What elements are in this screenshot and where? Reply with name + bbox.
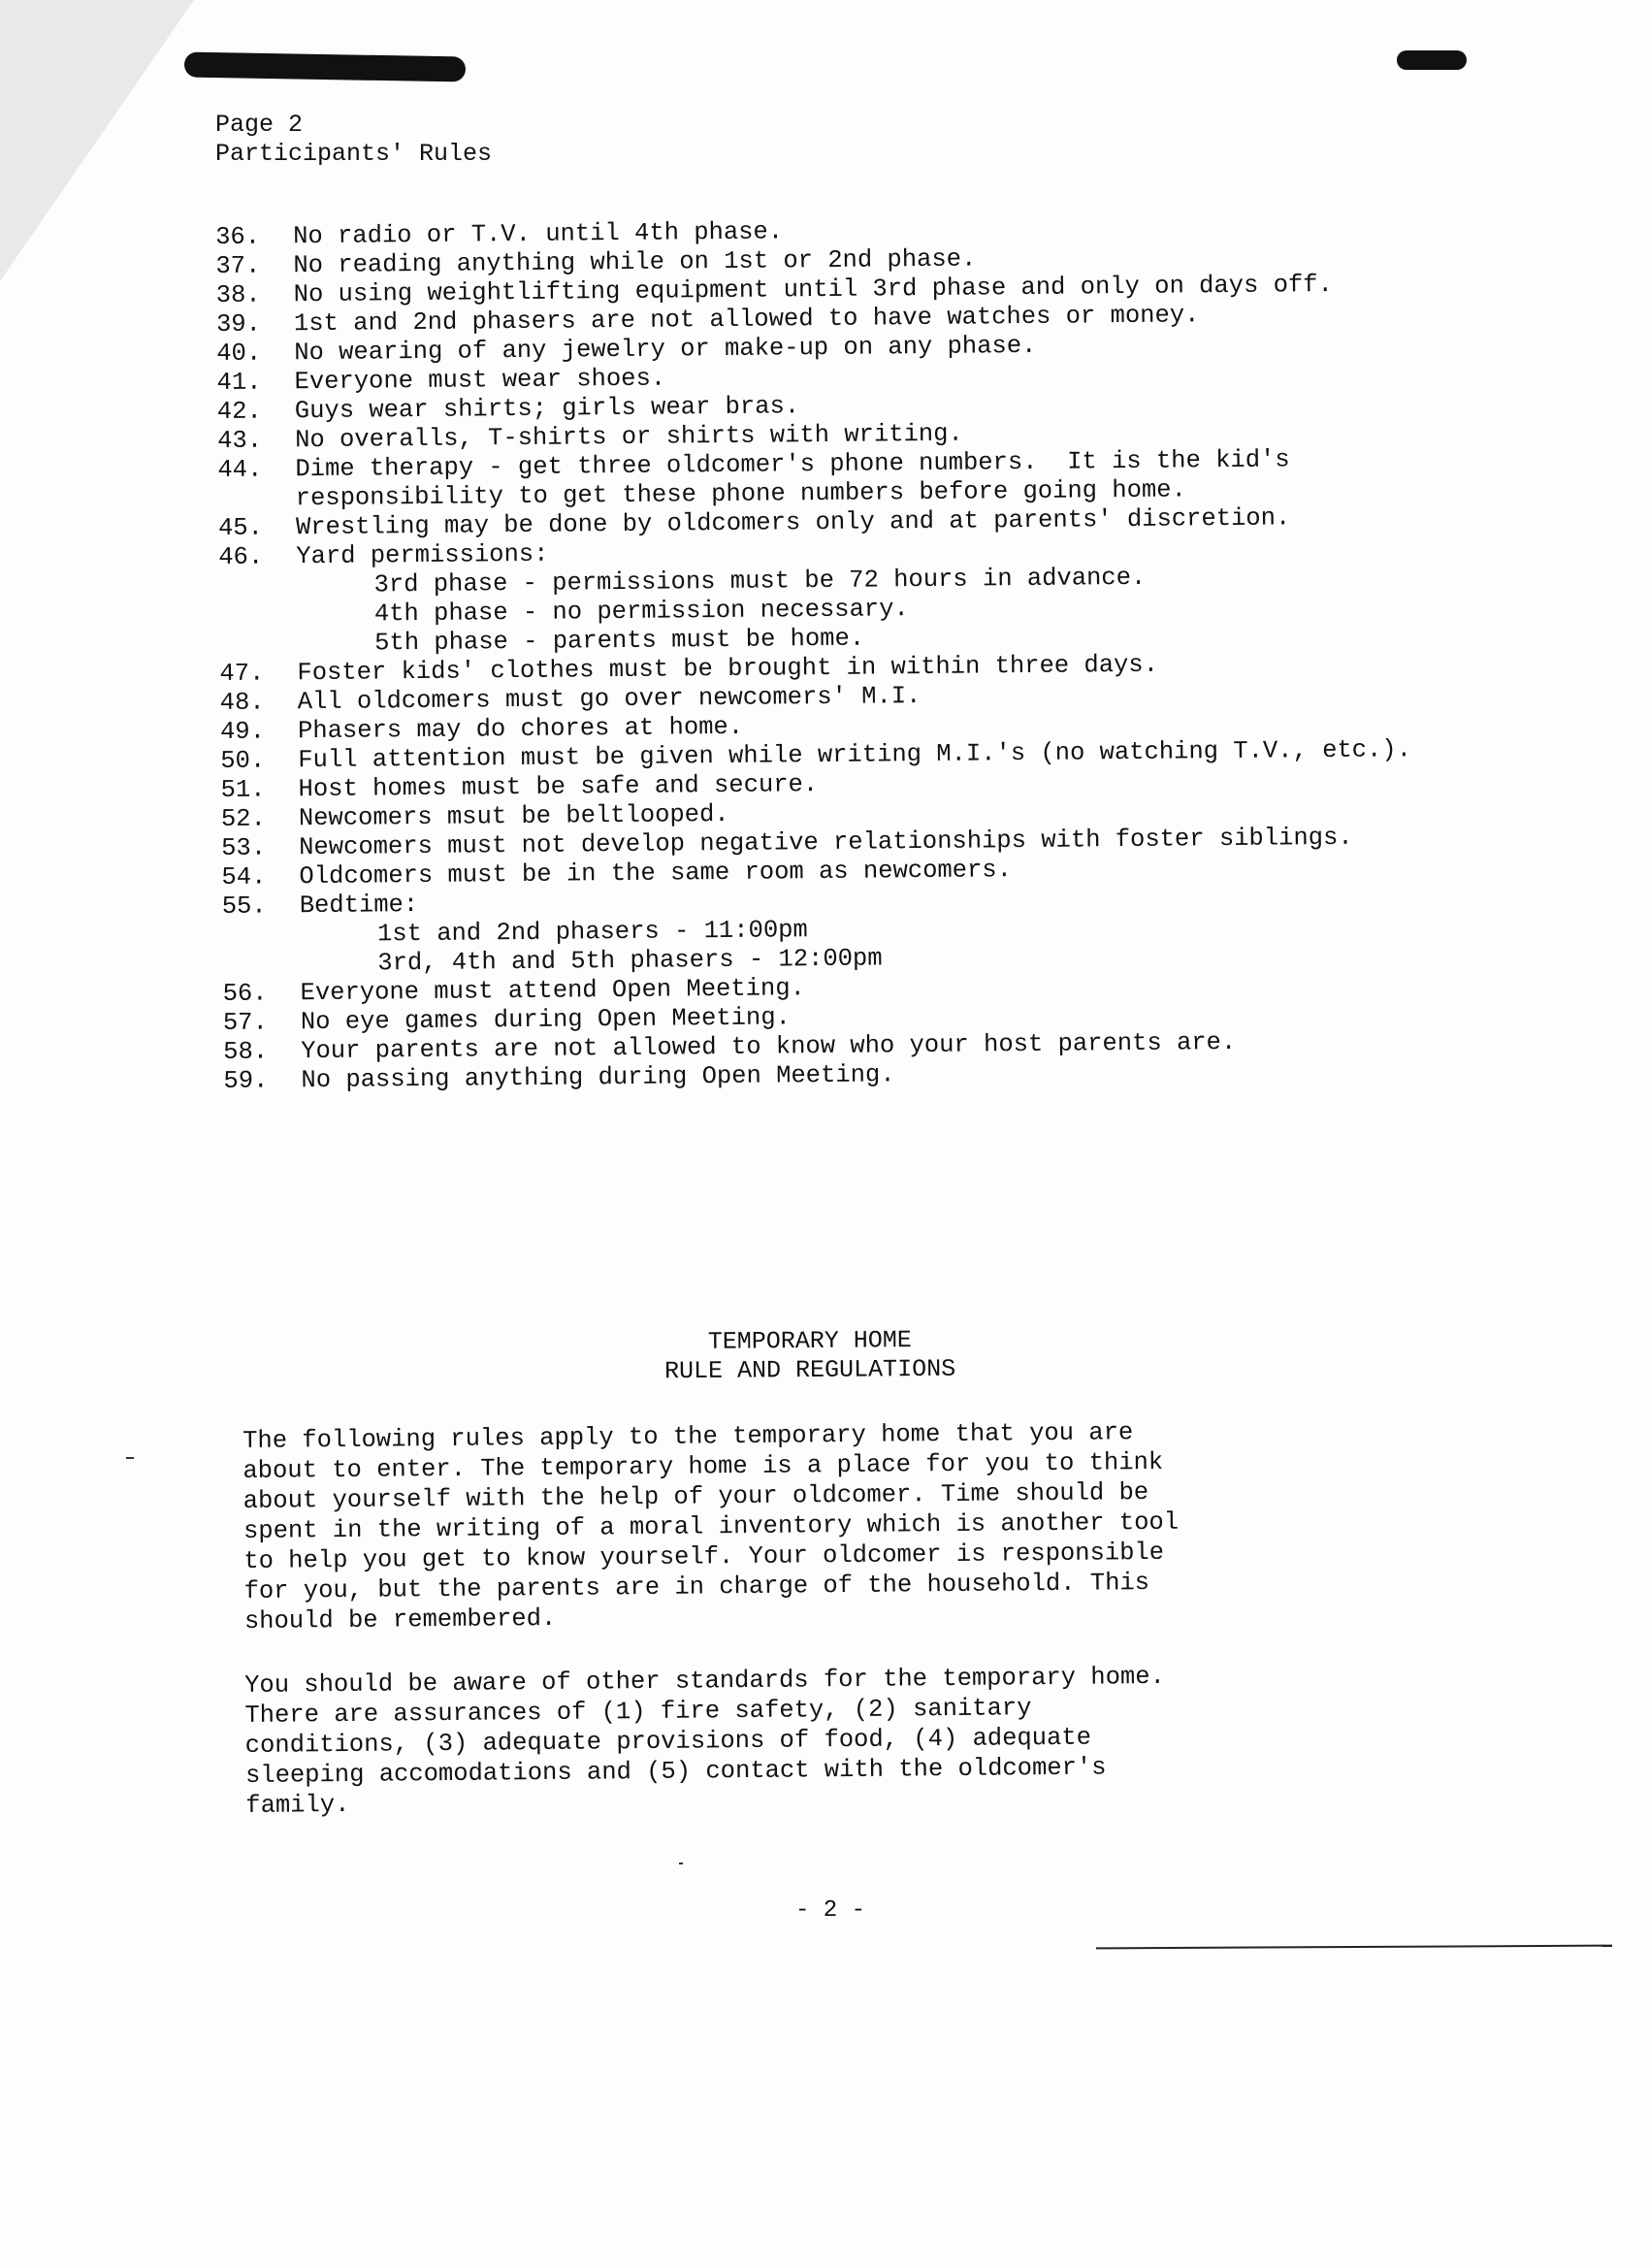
rule-number: 40. <box>216 339 262 368</box>
page-number: - 2 - <box>795 1897 866 1924</box>
rule-number: 46. <box>218 542 264 571</box>
rule-text: No reading anything while on 1st or 2nd phase. <box>293 244 977 280</box>
scan-speck <box>679 1863 683 1864</box>
scan-corner-shadow <box>0 0 194 281</box>
rule-number: 52. <box>220 804 266 833</box>
page-header <box>215 111 492 169</box>
scan-speck <box>126 1457 134 1459</box>
footer-rule-line <box>1096 1945 1612 1950</box>
rule-number: 39. <box>215 309 262 339</box>
rule-number: 54. <box>221 862 267 891</box>
redaction-mark-left <box>184 51 466 81</box>
rule-number: 38. <box>215 280 261 309</box>
rule-number: 59. <box>223 1066 269 1095</box>
rule-text: Guys wear shirts; girls wear bras. <box>294 392 800 426</box>
rule-number: 57. <box>222 1008 268 1037</box>
rule-text: Host homes must be safe and secure. <box>298 770 819 804</box>
rule-text: No overalls, T-shirts or shirts with writing. <box>295 419 963 455</box>
section-title-line2: RULE AND REGULATIONS <box>663 1354 956 1386</box>
rule-text: Wrestling may be done by oldcomers only and at parents' discretion. <box>295 503 1291 542</box>
rule-number: 41. <box>216 368 262 397</box>
paragraph-standards: You should be aware of other standards for the temporary home. There are assurances of (1) fire safety, (2) sanitary conditions, (3) adequate provisions of food, (4) adequate sleeping accomodations and (5) contact with the oldcomer's family. <box>244 1662 1166 1820</box>
rule-number: 47. <box>219 659 265 688</box>
redaction-mark-right <box>1397 50 1467 70</box>
rule-number: 58. <box>223 1037 269 1066</box>
rule-number: 55. <box>221 891 267 921</box>
paragraph-intro: The following rules apply to the temporary home that you are about to enter. The temporary home is a place for you to think about yourself with the help of your oldcomer. Time should be spent in the writing of a moral inventory which is another tool to help you get to know yourself. Your oldcomer is responsible for you, but the parents are in charge of the household. This should be remembered. <box>242 1418 1180 1636</box>
rule-text: All oldcomers must go over newcomers' M.I. <box>297 682 922 717</box>
rule-text: No eye games during Open Meeting. <box>300 1003 792 1037</box>
rule-number: 36. <box>215 222 261 251</box>
section-title-line1: TEMPORARY HOME <box>707 1326 913 1356</box>
rule-text: Phasers may do chores at home. <box>297 712 744 746</box>
rule-number: 53. <box>221 833 267 862</box>
rule-text: Oldcomers must be in the same room as newcomers. <box>299 856 1013 891</box>
rule-subitem: 5th phase - parents must be home. <box>374 624 865 658</box>
rule-text: Newcomers msut be beltlooped. <box>298 799 729 833</box>
rule-subitem: 3rd, 4th and 5th phasers - 12:00pm <box>377 944 883 978</box>
rule-subitem: 4th phase - no permission necessary. <box>373 595 909 629</box>
document-title: Participants' Rules <box>215 140 493 168</box>
rule-text: Newcomers must not develop negative relationships with foster siblings. <box>299 823 1353 862</box>
rule-text: Full attention must be given while writing M.I.'s (no watching T.V., etc.). <box>298 735 1412 775</box>
rule-text: Everyone must attend Open Meeting. <box>300 974 806 1008</box>
rule-number: 45. <box>217 513 264 542</box>
rule-item <box>222 881 1455 980</box>
rule-number: 51. <box>220 775 266 804</box>
rule-number: 37. <box>215 251 261 280</box>
rule-number: 43. <box>217 426 263 455</box>
rule-text: No passing anything during Open Meeting. <box>301 1060 895 1095</box>
rule-item <box>218 532 1451 660</box>
rule-text: Your parents are not allowed to know who your host parents are. <box>301 1027 1237 1066</box>
rule-number: 44. <box>217 455 263 484</box>
rule-number: 48. <box>219 688 265 717</box>
rule-text: No radio or T.V. until 4th phase. <box>292 217 784 251</box>
rule-number: 56. <box>222 979 268 1008</box>
rule-text: Everyone must wear shoes. <box>294 364 666 397</box>
rule-text: Foster kids' clothes must be brought in within three days. <box>297 650 1159 688</box>
rules-list <box>215 211 1456 1096</box>
rule-text: Bedtime: <box>299 891 419 921</box>
rule-number: 50. <box>220 746 266 775</box>
page-label: Page 2 <box>215 111 304 139</box>
section-heading <box>582 1325 1039 1387</box>
rule-subitem: 1st and 2nd phasers - 11:00pm <box>376 916 808 949</box>
rule-text: No wearing of any jewelry or make-up on any phase. <box>294 331 1037 368</box>
rule-subitem: 3rd phase - permissions must be 72 hours in advance. <box>373 563 1147 599</box>
rule-text: 1st and 2nd phasers are not allowed to have watches or money. <box>293 301 1200 339</box>
rule-text: Dime therapy - get three oldcomer's phone numbers. It is the kid's responsibility to get these phone numbers before going home. <box>295 445 1306 513</box>
rule-number: 49. <box>219 717 266 746</box>
rule-text: No using weightlifting equipment until 3rd phase and only on days off. <box>293 270 1333 309</box>
rule-number: 42. <box>216 397 262 426</box>
rule-text: Yard permissions: <box>296 539 549 571</box>
